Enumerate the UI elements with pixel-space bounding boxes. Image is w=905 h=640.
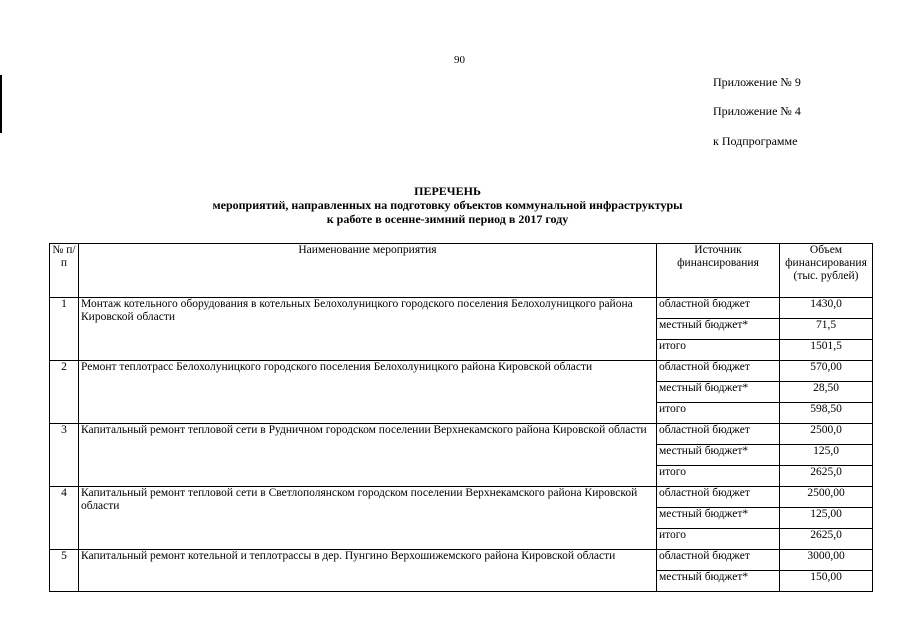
funding-amount: 2500,0 (780, 424, 873, 445)
table-row (50, 298, 873, 319)
funding-source: областной бюджет (657, 487, 780, 508)
funding-source: местный бюджет* (657, 445, 780, 466)
funding-source: итого (657, 340, 780, 361)
funding-amount: 125,00 (780, 508, 873, 529)
funding-amount: 598,50 (780, 403, 873, 424)
row-number: 1 (50, 298, 79, 361)
measures-table (49, 243, 873, 592)
funding-source: областной бюджет (657, 424, 780, 445)
funding-source: областной бюджет (657, 298, 780, 319)
title-line-1: ПЕРЕЧЕНЬ (414, 184, 481, 198)
funding-amount: 71,5 (780, 319, 873, 340)
header-amount: Объем финансирования (тыс. рублей) (780, 244, 873, 298)
funding-amount: 2625,0 (780, 529, 873, 550)
measure-name: Капитальный ремонт котельной и теплотрассы в дер. Пунгино Верхошижемского района Кировской области (79, 550, 657, 592)
funding-amount: 1501,5 (780, 340, 873, 361)
funding-source: местный бюджет* (657, 571, 780, 592)
appendix-line-1: Приложение № 9 (713, 75, 801, 89)
funding-amount: 125,0 (780, 445, 873, 466)
funding-amount: 2625,0 (780, 466, 873, 487)
appendix-line-3: к Подпрограмме (713, 134, 798, 148)
row-number: 2 (50, 361, 79, 424)
funding-amount: 1430,0 (780, 298, 873, 319)
table-row (50, 424, 873, 445)
table-body (50, 298, 873, 592)
header-num: № п/п (50, 244, 79, 298)
table-row (50, 550, 873, 571)
header-source: Источник финансирования (657, 244, 780, 298)
table-row (50, 361, 873, 382)
page-number: 90 (454, 54, 465, 66)
funding-source: местный бюджет* (657, 382, 780, 403)
title-line-3: к работе в осенне-зимний период в 2017 году (326, 212, 569, 226)
scan-edge-mark (0, 75, 2, 133)
funding-amount: 570,00 (780, 361, 873, 382)
appendix-line-2: Приложение № 4 (713, 104, 801, 118)
row-number: 3 (50, 424, 79, 487)
row-number: 5 (50, 550, 79, 592)
title-line-2: мероприятий, направленных на подготовку объектов коммунальной инфраструктуры (212, 198, 683, 212)
measure-name: Монтаж котельного оборудования в котельных Белохолуницкого городского поселения Белохолуницкого района Кировской области (79, 298, 657, 361)
funding-amount: 28,50 (780, 382, 873, 403)
measure-name: Ремонт теплотрасс Белохолуницкого городского поселения Белохолуницкого района Кировской области (79, 361, 657, 424)
funding-amount: 3000,00 (780, 550, 873, 571)
funding-source: областной бюджет (657, 361, 780, 382)
funding-amount: 2500,00 (780, 487, 873, 508)
measure-name: Капитальный ремонт тепловой сети в Рудничном городском поселении Верхнекамского района Кировской области (79, 424, 657, 487)
funding-source: итого (657, 403, 780, 424)
funding-source: областной бюджет (657, 550, 780, 571)
funding-source: местный бюджет* (657, 508, 780, 529)
funding-source: итого (657, 529, 780, 550)
funding-source: местный бюджет* (657, 319, 780, 340)
measure-name: Капитальный ремонт тепловой сети в Светлополянском городском поселении Верхнекамского района Кировской области (79, 487, 657, 550)
funding-source: итого (657, 466, 780, 487)
header-name: Наименование мероприятия (79, 244, 657, 298)
document-title (0, 184, 905, 226)
row-number: 4 (50, 487, 79, 550)
funding-amount: 150,00 (780, 571, 873, 592)
table-row (50, 487, 873, 508)
